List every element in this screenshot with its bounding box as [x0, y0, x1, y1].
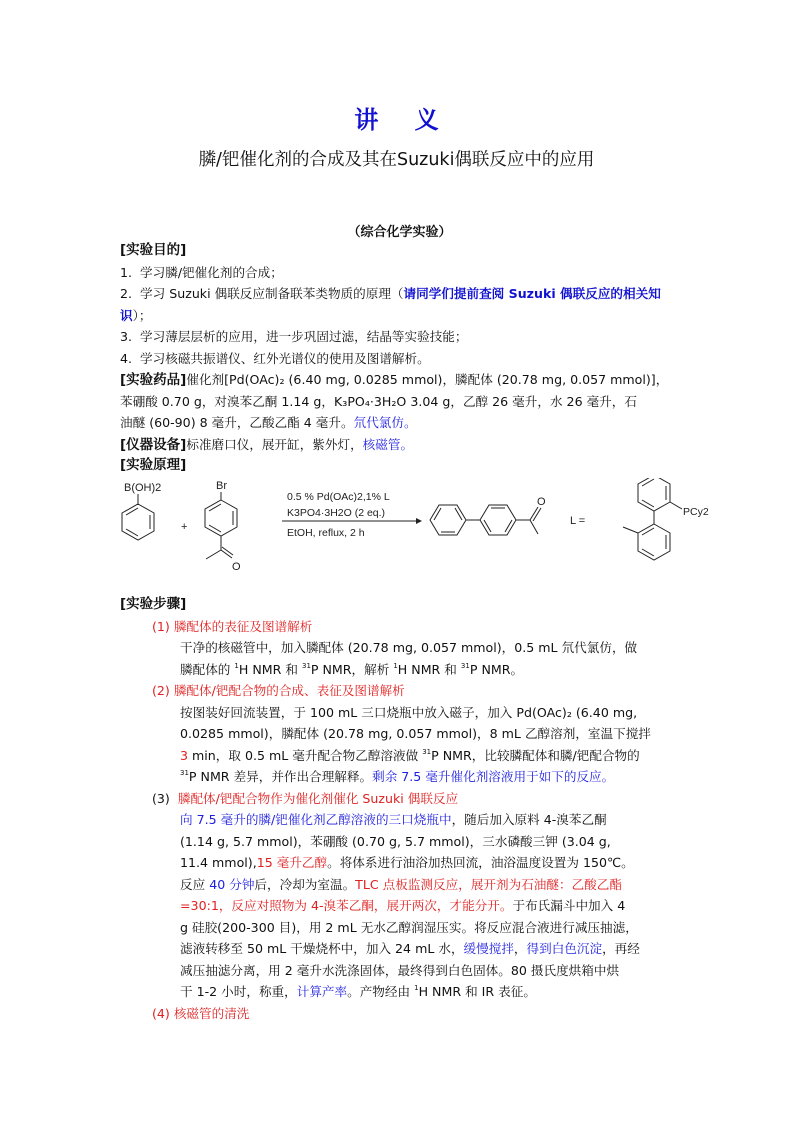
steps-heading: [实验步骤] — [120, 596, 187, 612]
step-2-line: $^{31}$P NMR 差异，并作出合理解释。剩余 7.5 毫升催化剂溶液用于如下的反应。 — [180, 769, 615, 784]
objective-number: 4. — [120, 350, 133, 366]
product-biphenyl-icon — [430, 505, 541, 535]
objective-item — [120, 348, 680, 370]
step-2-title: (2) 膦配体/钯配合物的合成、表征及图谱解析 — [152, 683, 405, 698]
objective-item — [120, 262, 680, 284]
step-3-title: (3) 膦配体/钯配合物作为催化剂催化 Suzuki 偶联反应 — [152, 790, 459, 806]
reagents-heading: [实验药品] — [120, 372, 187, 388]
carbonyl-o-label: O — [232, 561, 241, 573]
equipment-highlight: 核磁管。 — [362, 436, 414, 452]
objective-tail: ）； — [132, 307, 152, 323]
equipment-heading: [仪器设备] — [120, 436, 187, 453]
step-3-line: 减压抽滤分离，用 2 毫升水洗涤固体，最终得到白色固体。80 摄氏度烘箱中烘 — [180, 962, 620, 978]
boronic-acid-label: B(OH)2 — [124, 482, 162, 494]
objective-item — [120, 326, 680, 348]
benzene-ring-icon — [122, 494, 154, 540]
reagents-line-2: 苯硼酸 0.70 g，对溴苯乙酮 1.14 g，K₃PO₄·3H₂O 3.04 g，乙醇 26 毫升，水 26 毫升，石 — [120, 393, 637, 409]
principle-heading: [实验原理] — [120, 457, 187, 473]
reagents-line-1 — [120, 369, 680, 391]
reaction-scheme-diagram — [110, 478, 710, 588]
conditions-line-3: EtOH, reflux, 2 h — [287, 527, 365, 539]
product-o-label: O — [537, 496, 546, 508]
objective-number: 1. — [120, 264, 133, 280]
bromoacetophenone-ring-icon — [205, 492, 237, 559]
plus-sign: + — [181, 521, 188, 533]
step-2-line: 3 min，取 0.5 mL 毫升配合物乙醇溶液做 $^{31}$P NMR，比较膦配体和膦/钯配合物的 — [180, 747, 640, 763]
reagents-text: 油醚 (60-90) 8 毫升，乙酸乙酯 4 毫升。 — [120, 415, 354, 430]
objectives-section — [120, 240, 680, 477]
step-3-line: 向 7.5 毫升的膦/钯催化剂乙醇溶液的三口烧瓶中，随后加入原料 4-溴苯乙酮 — [180, 812, 607, 827]
step-4-title: (4) 核磁管的清洗 — [152, 1005, 250, 1021]
steps-section — [120, 594, 680, 1024]
course-label: （综合化学实验） — [347, 225, 452, 240]
step-2-line: 0.0285 mmol)，膦配体 (20.78 mg, 0.057 mmol)，8 mL 乙醇溶剂，室温下搅拌 — [180, 726, 651, 741]
conditions-line-2: K3PO4·3H2O (2 eq.) — [287, 507, 386, 519]
step-3-line: g 硅胶(200-300 目)，用 2 mL 无水乙醇润湿压实。将反应混合液进行减压抽滤， — [180, 919, 638, 935]
equipment-text: 标准磨口仪，展开缸，紫外灯， — [186, 436, 363, 452]
objectives-heading: [实验目的] — [120, 242, 187, 258]
objective-item — [120, 283, 680, 326]
ligand-structure-icon — [623, 478, 682, 560]
step-1-title: (1) 膦配体的表征及图谱解析 — [152, 618, 313, 634]
objective-text: 学习薄层层析的应用，进一步巩固过滤，结晶等实验技能； — [140, 329, 468, 344]
step-3-line: (1.14 g, 5.7 mmol)，苯硼酸 (0.70 g, 5.7 mmol)，三水磷酸三钾 (3.04 g, — [180, 833, 611, 849]
pcy2-label: PCy2 — [683, 506, 709, 518]
step-3-line: 干 1-2 小时，称重，计算产率。产物经由 $^1$H NMR 和 IR 表征。 — [180, 984, 536, 999]
reagents-highlight: 氘代氯仿。 — [353, 415, 417, 430]
step-1-line: 膦配体的 $^1$H NMR 和 $^{31}$P NMR，解析 $^1$H NMR 和 $^{31}$P NMR。 — [180, 661, 524, 677]
objective-text: 学习 Suzuki 偶联反应制备联苯类物质的原理（ — [140, 286, 404, 301]
step-2-line: 按图装好回流装置，于 100 mL 三口烧瓶中放入磁子，加入 Pd(OAc)₂ (6.40 mg, — [180, 704, 638, 720]
equipment-line — [120, 434, 680, 456]
reagents-text: 催化剂[Pd(OAc)₂ (6.40 mg, 0.0285 mmol)，膦配体 (20.78 mg, 0.057 mmol)]， — [186, 372, 669, 387]
step-1-line: 干净的核磁管中，加入膦配体 (20.78 mg, 0.057 mmol)，0.5 mL 氘代氯仿，做 — [180, 640, 638, 655]
step-3-line: 反应 40 分钟后，冷却为室温。TLC 点板监测反应，展开剂为石油醚：乙酸乙酯 — [180, 876, 622, 892]
objective-number: 3. — [120, 329, 133, 344]
objective-highlight: 请同学们提前查阅 Suzuki 偶联反应的相关知识 — [120, 286, 661, 323]
reaction-scheme — [110, 478, 710, 588]
objective-text: 学习核磁共振谱仪、红外光谱仪的使用及图谱解析。 — [140, 350, 430, 366]
page-subtitle: 膦/钯催化剂的合成及其在Suzuki偶联反应中的应用 — [198, 150, 595, 170]
step-3-line: =30:1，反应对照物为 4-溴苯乙酮，展开两次，才能分开。于布氏漏斗中加入 4 — [180, 898, 626, 913]
objective-number: 2. — [120, 286, 133, 301]
page-title: 讲 义 — [354, 106, 453, 134]
reagents-line-3 — [120, 412, 680, 434]
bromo-label: Br — [216, 480, 227, 492]
objective-text: 学习膦/钯催化剂的合成； — [140, 264, 283, 280]
ligand-prefix: L = — [570, 515, 586, 527]
step-3-line: 滤液转移至 50 mL 干燥烧杯中，加入 24 mL 水，缓慢搅拌，得到白色沉淀，再经 — [180, 941, 640, 956]
conditions-line-1: 0.5 % Pd(OAc)2,1% L — [287, 491, 390, 503]
step-3-line: 11.4 mmol),15 毫升乙醇。将体系进行油浴加热回流，油浴温度设置为 150℃。 — [180, 855, 634, 870]
arrow-head-icon — [416, 518, 422, 524]
